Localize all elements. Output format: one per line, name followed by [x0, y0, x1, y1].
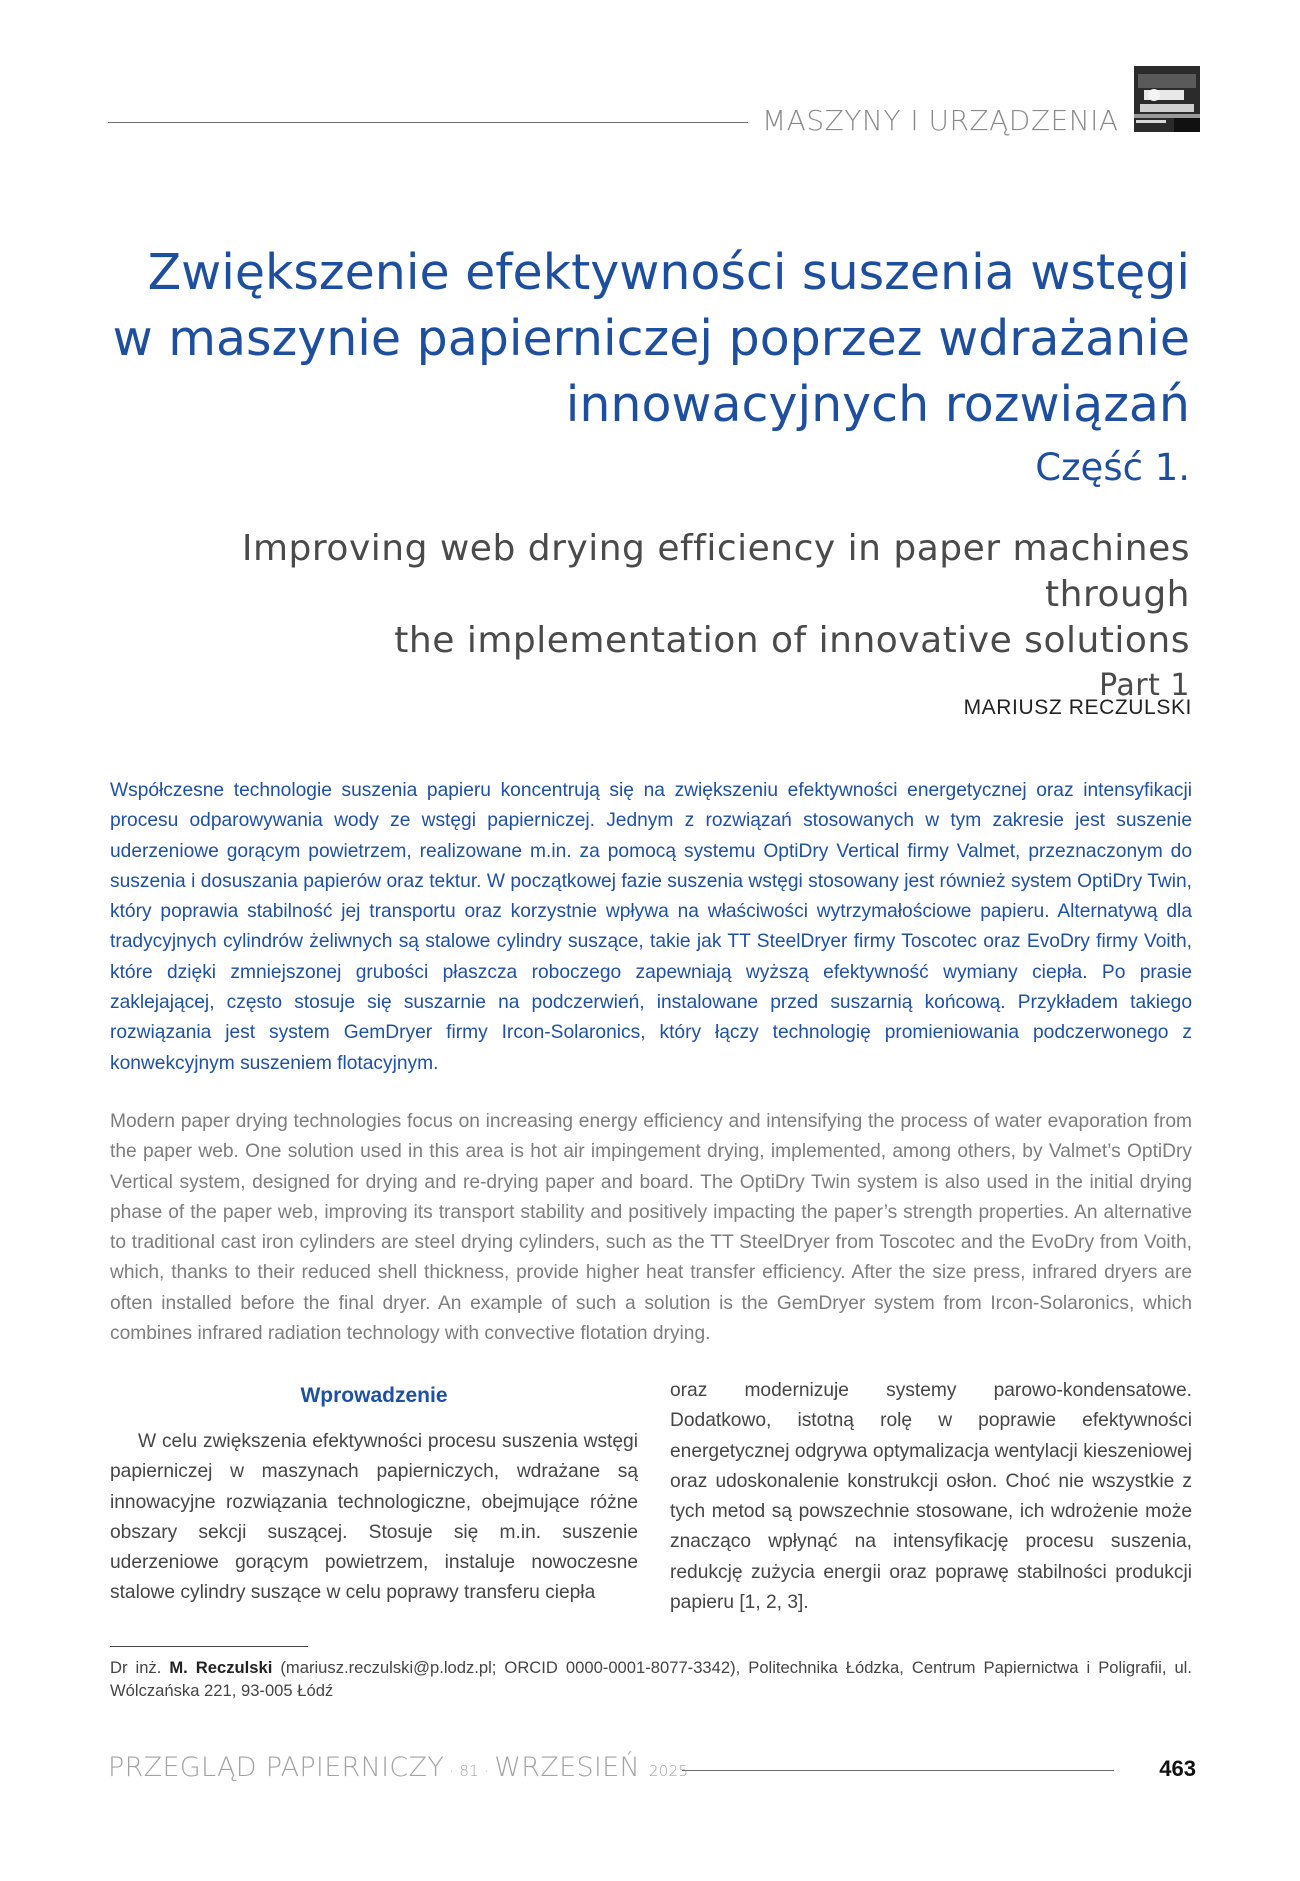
- paper-machine-photo-icon: [1134, 66, 1200, 132]
- journal-year: 2025: [648, 1762, 689, 1780]
- footnote-rule: [110, 1646, 308, 1647]
- header-rule: [108, 122, 748, 123]
- journal-name: [108, 1752, 688, 1783]
- abstract-pl: Współczesne technologie suszenia papieru koncentrują się na zwiększeniu efektywności energetycznej oraz intensyfikacji procesu odparowywania wody ze wstęgi papierniczej. Jednym z rozwiązań stosowanych w tym zakresie jest suszenie uderzeniowe gorącym powietrzem, realizowane m.in. za pomocą systemu OptiDry Vertical firmy Valmet, przeznaczonym do suszenia i dosuszania papierów oraz tektur. W początkowej fazie suszenia wstęgi stosowany jest również system OptiDry Twin, który poprawia stabilność jej transportu oraz korzystnie wpływa na właściwości wytrzymałościowe papieru. Alternatywą dla tradycyjnych cylindrów żeliwnych są stalowe cylindry suszące, takie jak TT SteelDryer firmy Toscotec oraz EvoDry firmy Voith, które dzięki zmniejszonej grubości płaszcza roboczego zapewniają wyższą efektywność wymiany ciepła. Po prasie zaklejającej, często stosuje się suszarnie na podczerwień, instalowane przed suszarnią końcową. Przykładem takiego rozwiązania jest system GemDryer firmy Ircon-Solaronics, który łączy technologię promieniowania podczerwonego z konwekcyjnym suszeniem flotacyjnym.: [110, 780, 1192, 1074]
- footnote-prefix: Dr inż.: [110, 1658, 162, 1677]
- journal-month: WRZESIEŃ: [494, 1752, 641, 1783]
- title-pl-line-3: innowacyjnych rozwiązań: [565, 376, 1190, 433]
- footer-separator-2: ·: [479, 1762, 495, 1780]
- title-pl-part: Część 1.: [1035, 446, 1190, 489]
- title-en-line-2: the implementation of innovative solutions: [394, 620, 1190, 661]
- body-column-right: oraz modernizuje systemy parowo-kondensatowe. Dodatkowo, istotną rolę w poprawie efektywności energetycznej odgrywa optymalizacja wentylacji kieszeniowej oraz udoskonalenie konstrukcji osłon. Choć nie wszystkie z tych metod są powszechnie stosowane, ich wdrożenie może znacząco wpłynąć na intensyfikację procesu suszenia, redukcję zużycia energii oraz poprawę stabilności produkcji papieru [1, 2, 3].: [670, 1380, 1192, 1614]
- title-en-part: Part 1: [1099, 668, 1190, 703]
- section-label: MASZYNY I URZĄDZENIA: [762, 104, 1119, 137]
- footnote-details: (mariusz.reczulski@p.lodz.pl; ORCID 0000-0001-8077-3342), Politechnika Łódzka, Centrum Papiernictwa i Poligrafii, ul. Wólczańska 221, 93-005 Łódź: [110, 1658, 1192, 1700]
- author-name: MARIUSZ RECZULSKI: [963, 696, 1192, 719]
- abstract-en: Modern paper drying technologies focus on increasing energy efficiency and intensifying the process of water evaporation from the paper web. One solution used in this area is hot air impingement drying, implemented, among others, by Valmet’s OptiDry Vertical system, designed for drying and re-drying paper and board. The OptiDry Twin system is also used in the initial drying phase of the paper web, improving its transport stability and positively impacting the paper’s strength properties. An alternative to traditional cast iron cylinders are steel drying cylinders, such as the TT SteelDryer from Toscotec and the EvoDry from Voith, which, thanks to their reduced shell thickness, provide higher heat transfer efficiency. After the size press, infrared dryers are often installed before the final dryer. An example of such a solution is the GemDryer system from Ircon-Solaronics, which combines infrared radiation technology with convective flotation drying.: [110, 1111, 1192, 1345]
- title-en-line-1: Improving web drying efficiency in paper machines through: [241, 528, 1190, 615]
- body-column-left: W celu zwiększenia efektywności procesu suszenia wstęgi papierniczej w maszynach papierniczych, wdrażane są innowacyjne rozwiązania technologiczne, obejmujące różne obszary sekcji suszącej. Stosuje się m.in. suszenie uderzeniowe gorącym powietrzem, instaluje nowoczesne stalowe cylindry suszące w celu poprawy transferu ciepła: [110, 1431, 638, 1604]
- title-pl-line-2: w maszynie papierniczej poprzez wdrażanie: [112, 310, 1190, 367]
- journal-volume: 81: [459, 1762, 480, 1780]
- title-pl-line-1: Zwiększenie efektywności suszenia wstęgi: [147, 244, 1190, 301]
- footnote-name: M. Reczulski: [169, 1658, 273, 1677]
- article-title-pl: [110, 240, 1190, 496]
- journal-title: PRZEGLĄD PAPIERNICZY: [108, 1752, 445, 1783]
- author-footnote: [110, 1656, 1192, 1702]
- section-heading: Wprowadzenie: [300, 1384, 448, 1407]
- article-title-en: [110, 526, 1190, 708]
- footer-separator-1: ·: [444, 1762, 460, 1780]
- footer-rule: [682, 1770, 1114, 1771]
- page-number: 463: [1159, 1756, 1196, 1781]
